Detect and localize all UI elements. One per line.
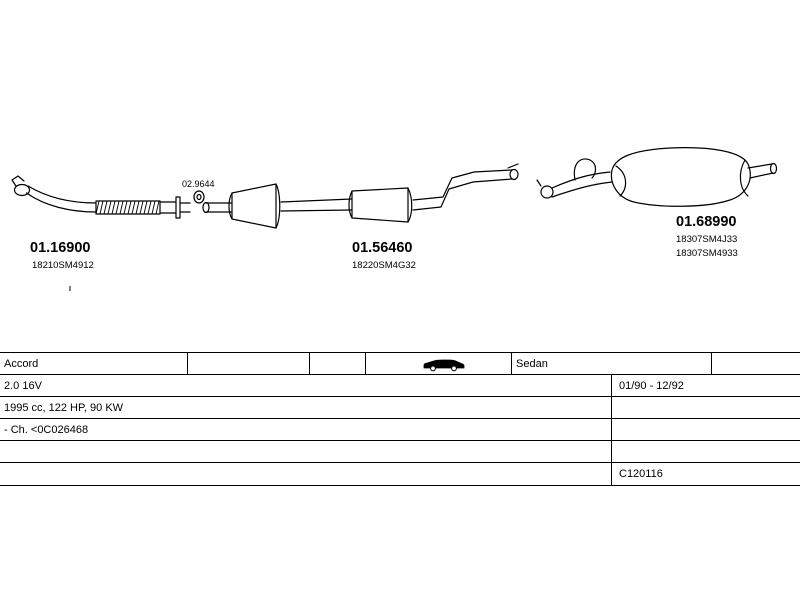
part-label-gasket-ref: 02.9644	[182, 179, 215, 189]
part-label-centre-ref: 01.56460	[352, 240, 413, 256]
cell-code-left	[0, 463, 612, 485]
cell-spacer-left	[0, 441, 612, 463]
cell-date-range: 01/90 - 12/92	[619, 379, 684, 392]
spec-row-chassis	[0, 419, 800, 441]
cell-spacer-right	[612, 441, 800, 463]
cell-reference-code: C120116	[619, 468, 663, 480]
part-label-rear-oe: 18307SM4J33	[676, 234, 738, 245]
part-label-front-pipe-ref: 01.16900	[30, 240, 91, 256]
sedan-car-icon	[422, 356, 466, 372]
part-label-centre-oe: 18220SM4G32	[352, 260, 416, 271]
part-label-rear-ref: 01.68990	[676, 214, 737, 230]
diagram-canvas	[0, 60, 800, 360]
cell-empty-right-2	[612, 419, 800, 441]
cell-body-icon	[366, 353, 512, 375]
cell-displacement: 1995 cc, 122 HP, 90 KW	[0, 397, 612, 419]
spec-row-spacer	[0, 441, 800, 463]
exhaust-gasket-icon	[194, 191, 204, 203]
cell-blank-1	[188, 353, 310, 375]
spec-row-code	[0, 463, 800, 485]
spec-row-engine	[0, 375, 800, 397]
cell-model: Accord	[0, 353, 188, 375]
spec-row-displacement	[0, 397, 800, 419]
exhaust-system-drawing	[0, 60, 800, 360]
vehicle-spec-table	[0, 352, 800, 486]
middle-silencer-icon	[203, 164, 518, 228]
cell-blank-2	[310, 353, 366, 375]
cell-body-type: Sedan	[512, 353, 712, 375]
part-label-front-pipe-oe: 18210SM4912	[32, 260, 94, 271]
cell-chassis: - Ch. <0C026468	[0, 419, 612, 441]
spec-row-model	[0, 353, 800, 375]
cell-engine: 2.0 16V	[0, 375, 612, 397]
front-exhaust-pipe-icon	[12, 176, 190, 218]
cell-date-top	[712, 353, 800, 375]
rear-silencer-icon	[537, 148, 777, 207]
part-label-rear-oe2: 18307SM4933	[676, 248, 738, 259]
cell-empty-right-1	[612, 397, 800, 419]
